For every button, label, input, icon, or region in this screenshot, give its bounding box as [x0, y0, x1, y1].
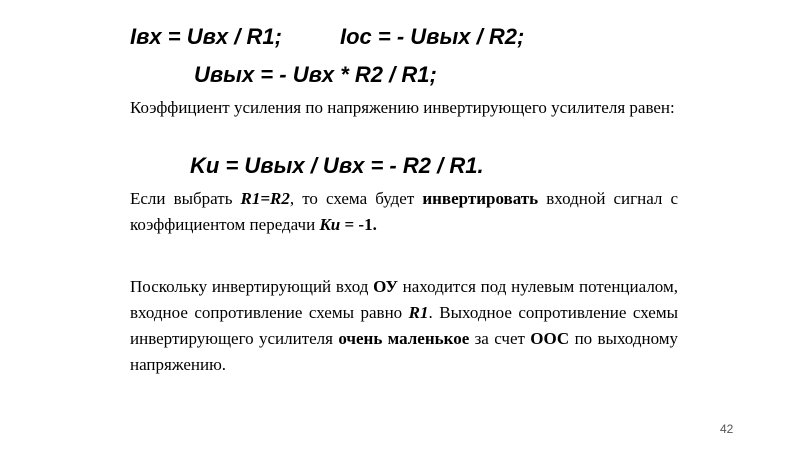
emphasis-ku-value: = -1.	[340, 215, 377, 234]
emphasis-r1-r2: R1=R2	[240, 189, 290, 208]
text-segment: находится под нулевым потенциалом, входное сопротивление схемы равно	[130, 277, 678, 322]
paragraph-gain-intro	[130, 95, 678, 121]
text-segment: за счет	[469, 329, 531, 348]
text-segment: входной сигнал с коэффициентом передачи	[130, 189, 678, 234]
paragraph-impedance	[130, 274, 678, 378]
emphasis-r1: R1	[408, 303, 429, 322]
text-segment: Поскольку инвертирующий вход	[130, 277, 374, 296]
paragraph-gain-intro-text: Коэффициент усиления по напряжению инвертирующего усилителя равен:	[130, 98, 675, 117]
text-segment: Если выбрать	[130, 189, 241, 208]
formula-voltage-gain: Ku = Uвых / Uвх = - R2 / R1.	[190, 153, 484, 178]
page-number: 42	[720, 422, 734, 436]
text-segment: , то схема будет	[289, 189, 423, 208]
emphasis-invert: инвертировать	[422, 189, 539, 208]
text-segment: . Выходное сопротивление схемы инвертирующего усилителя	[130, 303, 679, 348]
text-segment: по выходному напряжению.	[130, 329, 678, 374]
emphasis-op-amp: ОУ	[373, 277, 398, 296]
emphasis-nfb: ООС	[530, 329, 570, 348]
formula-output-voltage: Uвых = - Uвх * R2 / R1;	[194, 62, 437, 87]
formula-input-current: Iвх = Uвх / R1;	[130, 24, 282, 49]
formula-feedback-current: Iос = - Uвых / R2;	[340, 24, 525, 49]
paragraph-equal-resistors	[130, 186, 678, 238]
emphasis-ku: Ku	[319, 215, 341, 234]
emphasis-very-small: очень маленькое	[338, 329, 470, 348]
